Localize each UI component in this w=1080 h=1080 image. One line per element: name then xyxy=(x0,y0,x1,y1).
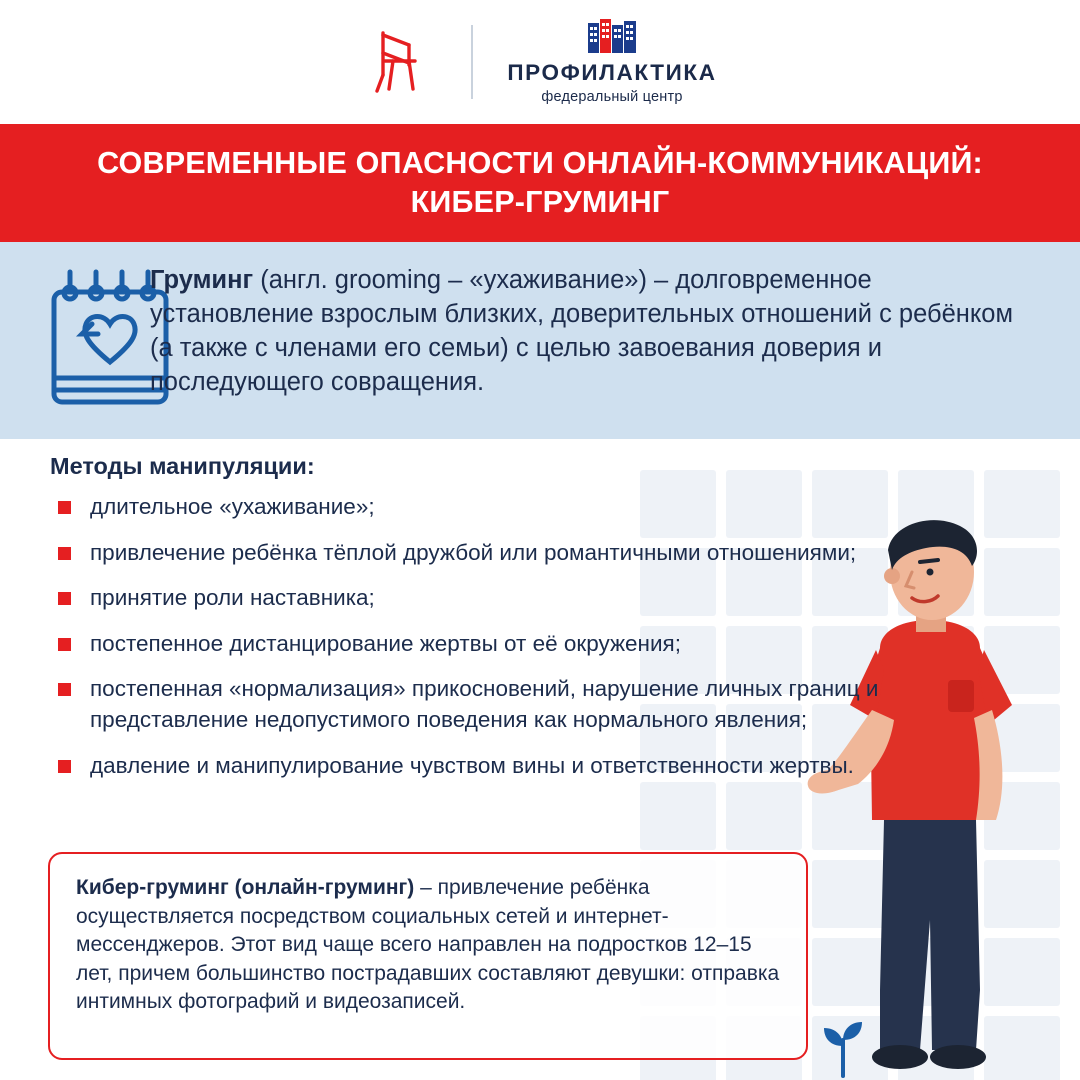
list-item-label: привлечение ребёнка тёплой дружбой или романтичными отношениями; xyxy=(90,539,857,565)
brand-block xyxy=(507,19,716,105)
definition-term: Груминг xyxy=(150,266,254,294)
calendar-heart-icon xyxy=(0,242,150,421)
list-item xyxy=(50,674,890,735)
list-item xyxy=(50,492,890,523)
bullet-square-icon xyxy=(58,592,71,605)
list-item-label: постепенное дистанцирование жертвы от её окружения; xyxy=(90,630,681,656)
list-item-label: давление и манипулирование чувством вины и ответственности жертвы. xyxy=(90,752,854,778)
list-item xyxy=(50,629,890,660)
plant-sprout-icon xyxy=(820,1020,866,1078)
page-title-line1: СОВРЕМЕННЫЕ ОПАСНОСТИ ОНЛАЙН-КОММУНИКАЦИЙ: xyxy=(97,145,983,180)
definition-text xyxy=(150,242,1080,400)
bullet-square-icon xyxy=(58,501,71,514)
methods-heading: Методы манипуляции: xyxy=(50,453,315,479)
header-divider xyxy=(471,25,473,99)
definition-body: (англ. grooming – «ухаживание») – долговременное установление взрослым близких, доверительных отношений с ребёнком (а также с членами его семьи) с целью завоевания доверия и последующего совращения. xyxy=(150,266,1014,396)
chair-logo-icon xyxy=(363,25,437,99)
title-band xyxy=(0,124,1080,242)
page-title-line2: КИБЕР-ГРУМИНГ xyxy=(410,185,670,219)
list-item-label: принятие роли наставника; xyxy=(90,585,375,611)
methods-list xyxy=(50,492,890,796)
list-item xyxy=(50,538,890,569)
cyber-grooming-text xyxy=(76,874,780,1017)
bullet-square-icon xyxy=(58,683,71,696)
brand-title: ПРОФИЛАКТИКА xyxy=(507,60,717,85)
header xyxy=(0,0,1080,124)
bullet-square-icon xyxy=(58,547,71,560)
bullet-square-icon xyxy=(58,638,71,651)
page-title xyxy=(97,144,983,222)
bullet-square-icon xyxy=(58,760,71,773)
list-item xyxy=(50,583,890,614)
definition-block xyxy=(0,242,1080,439)
list-item-label: длительное «ухаживание»; xyxy=(90,494,375,519)
cyber-grooming-box xyxy=(48,852,808,1060)
cyber-grooming-body: – привлечение ребёнка осуществляется посредством социальных сетей и интернет-мессенджеров. Этот вид чаще всего направлен на подростков 12–15 лет, причем большинство пострадавших составляют девушки: отправка интимных фотографий и видеозаписей. xyxy=(76,876,780,1014)
brand-subtitle: федеральный центр xyxy=(541,89,683,105)
list-item-label: постепенная «нормализация» прикосновений, нарушение личных границ и представление недопустимого поведения как нормального явления; xyxy=(90,676,879,732)
list-item xyxy=(50,751,890,782)
cyber-grooming-term: Кибер-груминг (онлайн-груминг) xyxy=(76,876,415,899)
building-mark-icon xyxy=(588,19,636,53)
